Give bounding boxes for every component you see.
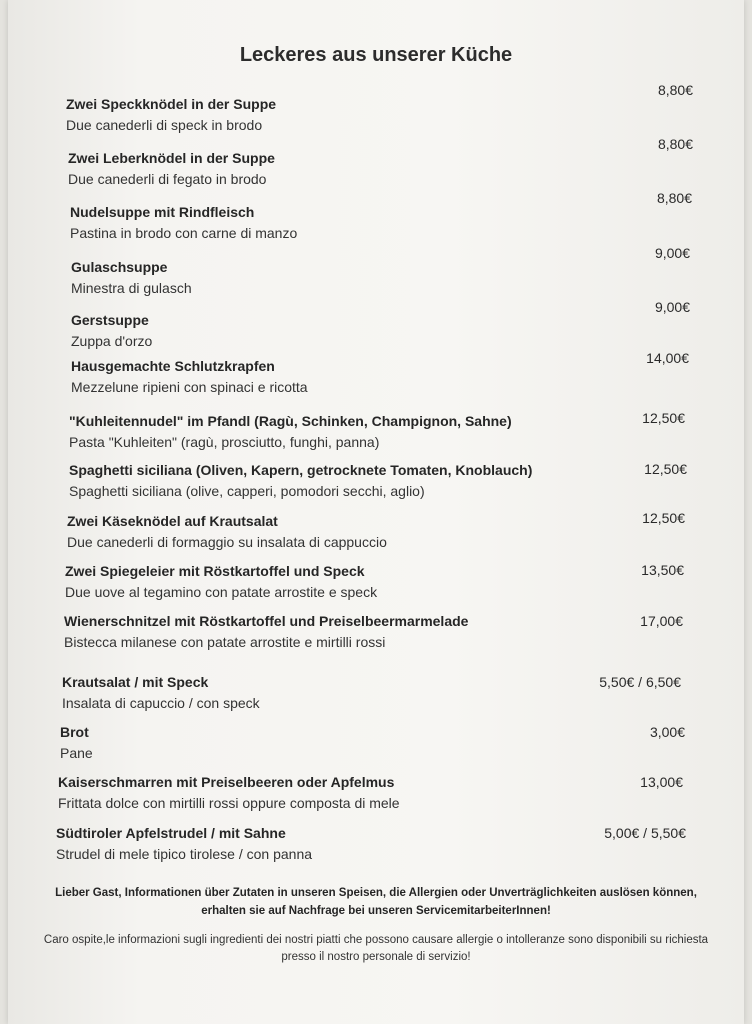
dish-name-italian: Pastina in brodo con carne di manzo (70, 225, 298, 241)
menu-item (0, 136, 752, 198)
dish-name-german: Gerstsuppe (71, 312, 149, 328)
dish-name-german: Zwei Leberknödel in der Suppe (68, 150, 275, 166)
dish-name-italian: Due canederli di formaggio su insalata di cappuccio (67, 534, 387, 550)
menu-item (0, 462, 752, 510)
dish-name-italian: Mezzelune ripieni con spinaci e ricotta (71, 379, 308, 395)
menu-item (0, 825, 752, 873)
menu-item (0, 724, 752, 772)
menu-item (0, 350, 752, 406)
menu-item (0, 774, 752, 822)
menu-item (0, 613, 752, 661)
dish-name-italian: Spaghetti siciliana (olive, capperi, pomodori secchi, aglio) (69, 483, 425, 499)
dish-name-german: Südtiroler Apfelstrudel / mit Sahne (56, 825, 286, 841)
dish-name-italian: Due uove al tegamino con patate arrostite e speck (65, 584, 378, 600)
dish-name-italian: Frittata dolce con mirtilli rossi oppure composta di mele (58, 795, 400, 811)
dish-name-german: Nudelsuppe mit Rindfleisch (70, 204, 255, 220)
dish-name-german: Gulaschsuppe (71, 259, 168, 275)
dish-name-italian: Due canederli di fegato in brodo (68, 171, 267, 187)
dish-name-german: Zwei Speckknödel in der Suppe (66, 96, 277, 112)
dish-name-italian: Minestra di gulasch (71, 280, 192, 296)
dish-price: 8,80€ (657, 82, 693, 98)
menu-item (0, 510, 752, 561)
dish-price: 14,00€ (646, 350, 689, 366)
dish-name-german: Spaghetti siciliana (Oliven, Kapern, getrocknete Tomaten, Knoblauch) (69, 462, 533, 478)
dish-price: 5,00€ / 5,50€ (604, 825, 686, 841)
dish-price: 9,00€ (654, 299, 690, 315)
dish-price: 12,50€ (644, 461, 687, 477)
menu-item (0, 410, 752, 461)
dish-name-german: Wienerschnitzel mit Röstkartoffel und Preiselbeermarmelade (64, 613, 469, 629)
dish-price: 13,00€ (640, 774, 683, 790)
dish-name-italian: Due canederli di speck in brodo (66, 117, 263, 133)
menu-item (0, 299, 752, 360)
dish-name-german: Kaiserschmarren mit Preiselbeeren oder Apfelmus (58, 774, 395, 790)
dish-name-german: Krautsalat / mit Speck (62, 674, 209, 690)
menu-item (0, 82, 752, 144)
menu-item (0, 674, 752, 722)
dish-price: 8,80€ (656, 190, 692, 206)
dish-name-italian: Insalata di capuccio / con speck (62, 695, 260, 711)
dish-price: 9,00€ (654, 245, 690, 261)
dish-name-italian: Pane (60, 745, 93, 761)
menu-item (0, 190, 752, 252)
menu-title: Leckeres aus unserer Küche (239, 44, 513, 66)
dish-price: 13,50€ (641, 562, 684, 578)
menu-item (0, 245, 752, 307)
dish-name-german: Zwei Spiegeleier mit Röstkartoffel und Speck (65, 563, 365, 579)
dish-name-italian: Pasta "Kuhleiten" (ragù, prosciutto, funghi, panna) (69, 434, 380, 450)
dish-name-italian: Zuppa d'orzo (71, 333, 153, 349)
dish-price: 3,00€ (649, 724, 685, 740)
dish-price: 8,80€ (657, 136, 693, 152)
dish-name-german: Zwei Käseknödel auf Krautsalat (67, 513, 278, 529)
dish-name-german: "Kuhleitennudel" im Pfandl (Ragù, Schinken, Champignon, Sahne) (69, 413, 512, 429)
dish-name-german: Hausgemachte Schlutzkrapfen (71, 358, 275, 374)
dish-name-italian: Strudel di mele tipico tirolese / con panna (56, 846, 313, 862)
menu-item (0, 563, 752, 611)
dish-price: 5,50€ / 6,50€ (599, 674, 681, 690)
dish-price: 12,50€ (642, 410, 685, 426)
dish-name-italian: Bistecca milanese con patate arrostite e mirtilli rossi (64, 634, 386, 650)
dish-price: 17,00€ (640, 613, 683, 629)
allergen-notice-german: Lieber Gast, Informationen über Zutaten in unseren Speisen, die Allergien oder Unverträglichkeiten auslösen können, erhalten sie auf Nachfrage bei unseren ServicemitarbeiterInnen! (55, 887, 697, 917)
allergen-notice-italian: Caro ospite,le informazioni sugli ingredienti dei nostri piatti che possono causare allergie o intolleranze sono disponibili su richiesta presso il nostro personale di servizio! (43, 934, 709, 963)
dish-price: 12,50€ (642, 510, 685, 526)
dish-name-german: Brot (60, 724, 89, 740)
